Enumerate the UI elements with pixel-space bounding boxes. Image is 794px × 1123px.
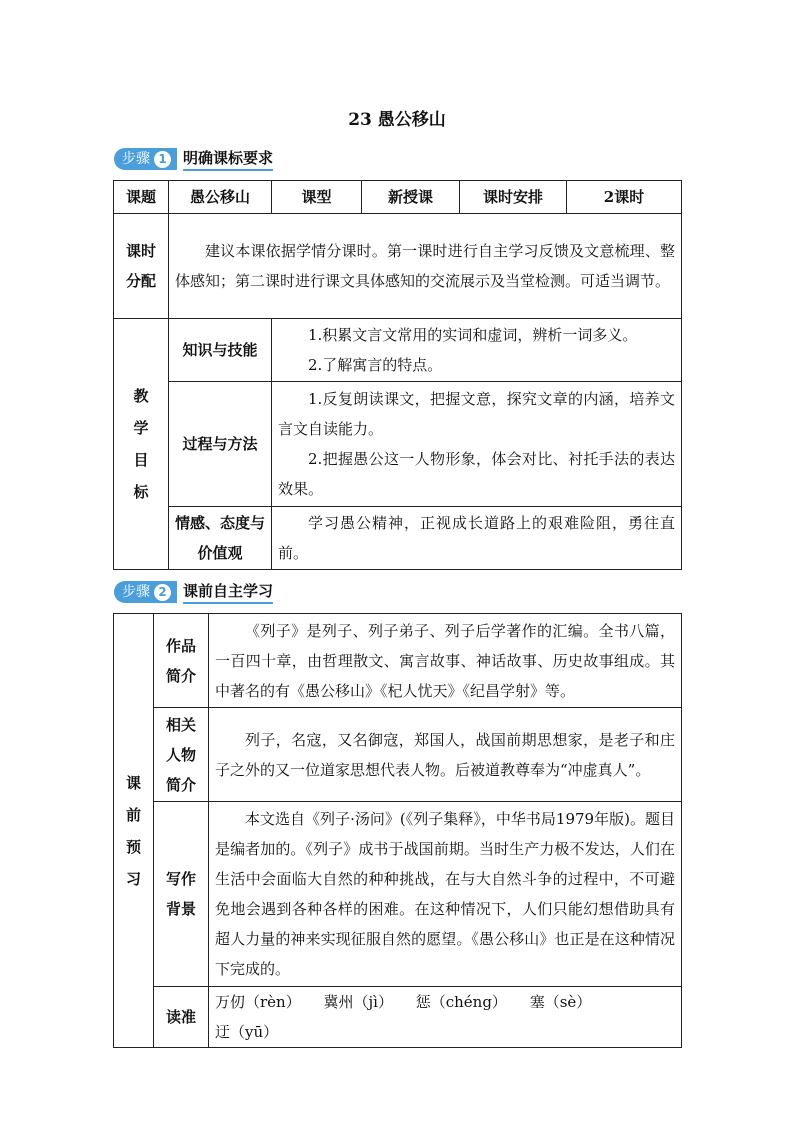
value-keti: 愚公移山 [169,181,272,214]
beijing-text: 本文选自《列子·汤问》(《列子集释》，中华书局1979年版)。题目是编者加的。《列子》成书于战国前期。当时生产力极不发达，人们在生活中会面临大自然的种种挑战，在与大自然斗争的过程中，不可避免地会遇到各种各样的困难。在这种情况下，人们只能幻想借助具有超人力量的神来实现征服自然的愿望。《愚公移山》也正是在这种情况下完成的。 [209,802,682,987]
step-1-title: 明确课标要求 [183,147,273,171]
value-kexing: 新授课 [362,181,460,214]
pinyin-item: 迂（yū） [215,1023,279,1041]
header-kexing: 课型 [272,181,362,214]
renwu-text: 列子，名寇，又名御寇，郑国人，战国前期思想家，是老子和庄子之外的又一位道家思想代表人物。后被道教尊奉为“冲虚真人”。 [209,708,682,802]
table-row [114,987,682,1048]
step-1-header [114,147,273,171]
zhishi-content [272,319,682,382]
step-1-badge [114,148,177,170]
step-2-title: 课前自主学习 [183,580,273,604]
course-standard-table [113,180,682,570]
step-2-label: 步骤 [122,584,150,600]
beijing-label: 写作背景 [154,802,209,987]
zhishi-item: 1.积累文言文常用的实词和虚词，辨析一词多义。 [308,326,638,344]
zhishi-item: 2.了解寓言的特点。 [308,356,443,374]
zhishi-label: 知识与技能 [169,319,272,382]
value-anpai: 2课时 [567,181,682,214]
pinyin-item: 万仞（rèn） [215,993,301,1011]
pinyin-item: 塞（sè） [529,993,592,1011]
zuopin-label: 作品简介 [154,614,209,708]
table-row [114,214,682,319]
table-row [114,319,682,382]
preview-table [113,613,682,1048]
guocheng-label: 过程与方法 [169,382,272,507]
table-row [114,382,682,507]
renwu-label: 相关人物简介 [154,708,209,802]
step-2-badge [114,581,177,603]
table-row [114,708,682,802]
header-anpai: 课时安排 [460,181,567,214]
step-2-number: 2 [154,584,171,601]
header-yuxi: 课前预习 [114,614,154,1048]
header-fenpei: 课时分配 [114,214,169,319]
header-mubiao: 教学目标 [114,319,169,570]
guocheng-content [272,382,682,507]
guocheng-item: 1.反复朗读课文，把握文意，探究文章的内涵，培养文言文自读能力。 [278,390,675,438]
duzhun-label: 读准 [154,987,209,1048]
qinggan-text: 学习愚公精神，正视成长道路上的艰难险阻，勇往直前。 [272,507,682,570]
duzhun-items [209,987,682,1048]
page-title: 23 愚公移山 [348,110,446,130]
qinggan-label: 情感、态度与价值观 [169,507,272,570]
step-1-label: 步骤 [122,151,150,167]
step-1-number: 1 [154,151,171,168]
fenpei-text: 建议本课依据学情分课时。第一课时进行自主学习反馈及文意梳理、整体感知；第二课时进行课文具体感知的交流展示及当堂检测。可适当调节。 [169,214,682,319]
pinyin-item: 惩（chéng） [415,993,507,1011]
pinyin-item: 冀州（jì） [323,993,393,1011]
guocheng-item: 2.把握愚公这一人物形象，体会对比、衬托手法的表达效果。 [278,450,675,498]
zuopin-text: 《列子》是列子、列子弟子、列子后学著作的汇编。全书八篇，一百四十章，由哲理散文、寓言故事、神话故事、历史故事组成。其中著名的有《愚公移山》《杞人忧天》《纪昌学射》等。 [209,614,682,708]
table-row [114,614,682,708]
table-row [114,181,682,214]
step-2-header [114,580,273,604]
table-row [114,802,682,987]
table-row [114,507,682,570]
header-keti: 课题 [114,181,169,214]
